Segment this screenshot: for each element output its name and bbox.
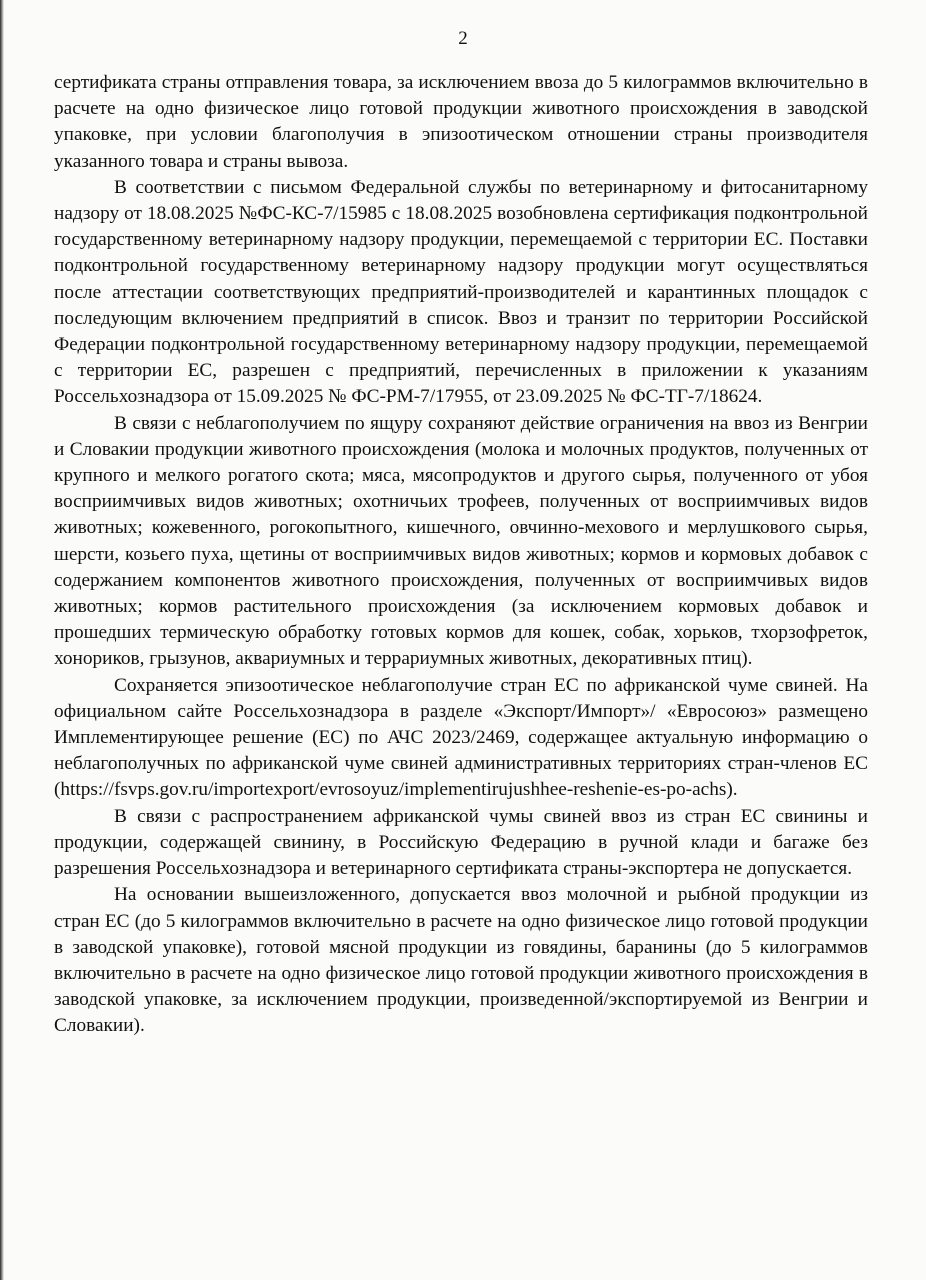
page-number: 2 [458,28,468,49]
page-edge-shadow [0,0,4,1280]
paragraph-2: В соответствии с письмом Федеральной службы по ветеринарному и фитосанитарному надзору от 18.08.2025 №ФС-КС-7/15985 с 18.08.2025 возобновлена сертификация подконтрольной государственному ветеринарному надзору продукции, перемещаемой с территории ЕС. Поставки подконтрольной государственному ветеринарному надзору продукции могут осуществляться после аттестации соответствующих предприятий-производителей и карантинных площадок с последующим включением предприятий в список. Ввоз и транзит по территории Российской Федерации подконтрольной государственному ветеринарному надзору продукции, перемещаемой с территории ЕС, разрешен с предприятий, перечисленных в приложении к указаниям Россельхознадзора от 15.09.2025 № ФС-РМ-7/17955, от 23.09.2025 № ФС-ТГ-7/18624. [54,176,868,408]
paragraph-1: сертификата страны отправления товара, за исключением ввоза до 5 килограммов включительно в расчете на одно физическое лицо готовой продукции животного происхождения в заводской упаковке, при условии благополучия в эпизоотическом отношении страны производителя указанного товара и страны вывоза. [54,72,868,172]
paragraph-4: Сохраняется эпизоотическое неблагополучие стран ЕС по африканской чуме свиней. На официальном сайте Россельхознадзора в разделе «Экспорт/Импорт»/ «Евросоюз» размещено Имплементирующее решение (ЕС) по АЧС 2023/2469, содержащее актуальную информацию о неблагополучных по африканской чуме свиней административных территориях стран-членов ЕС (https://fsvps.gov.ru/importexport/evrosoyuz/implementirujushhee-reshenie-es-po-achs). [54,674,868,801]
paragraph-6: На основании вышеизложенного, допускается ввоз молочной и рыбной продукции из стран ЕС (до 5 килограммов включительно в расчете на одно физическое лицо готовой продукции в заводской упаковке), готовой мясной продукции из говядины, баранины (до 5 килограммов включительно в расчете на одно физическое лицо готовой продукции животного происхождения в заводской упаковке, за исключением продукции, произведенной/экспортируемой из Венгрии и Словакии). [54,884,868,1037]
document-body [54,70,868,1040]
paragraph-5: В связи с распространением африканской чумы свиней ввоз из стран ЕС свинины и продукции, содержащей свинину, в Российскую Федерацию в ручной клади и багаже без разрешения Россельхознадзора и ветеринарного сертификата страны-экспортера не допускается. [54,805,868,880]
paragraph-3: В связи с неблагополучием по ящуру сохраняют действие ограничения на ввоз из Венгрии и Словакии продукции животного происхождения (молока и молочных продуктов, полученных от крупного и мелкого рогатого скота; мяса, мясопродуктов и другого сырья, полученного от убоя восприимчивых видов животных; охотничьих трофеев, полученных от восприимчивых видов животных; кожевенного, рогокопытного, кишечного, овчинно-мехового и мерлушкового сырья, шерсти, козьего пуха, щетины от восприимчивых видов животных; кормов и кормовых добавок с содержанием компонентов животного происхождения, полученных от восприимчивых видов животных; кормов растительного происхождения (за исключением кормовых добавок и прошедших термическую обработку готовых кормов для кошек, собак, хорьков, тхорзофреток, хонориков, грызунов, аквариумных и террариумных животных, декоративных птиц). [54,412,868,670]
